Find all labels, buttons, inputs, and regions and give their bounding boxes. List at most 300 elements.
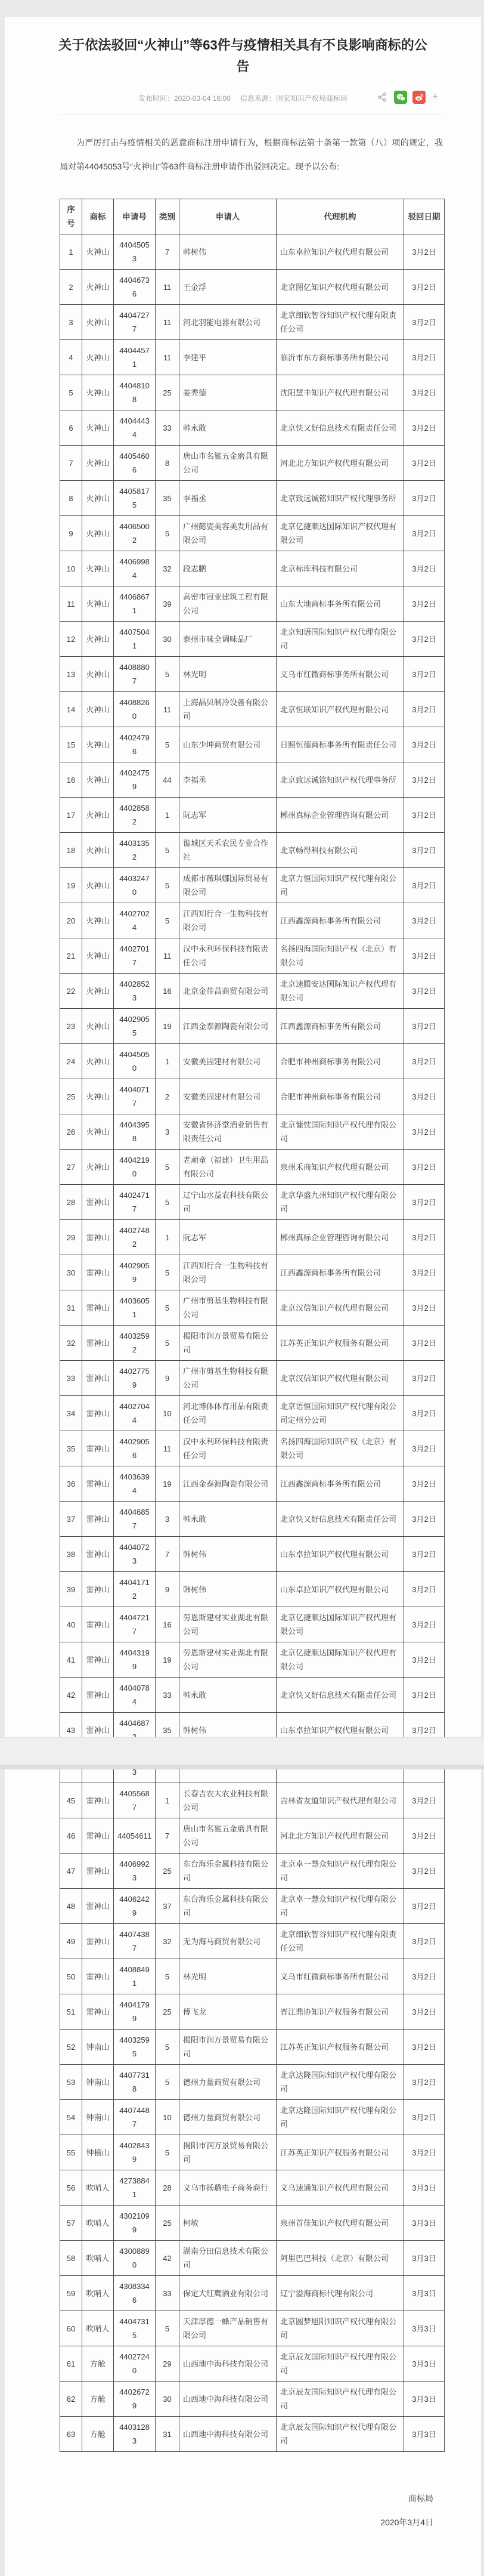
signature-block — [5, 2487, 433, 2534]
table-row — [60, 938, 445, 974]
table-cell: 湖南分田信息技术有限公司 — [179, 2241, 277, 2276]
table-cell: 北京亿捷顺达国际知识产权代理有限公司 — [277, 1607, 404, 1642]
table-row — [60, 2030, 445, 2065]
table-cell: 5 — [156, 1255, 179, 1290]
table-cell: 5 — [156, 1290, 179, 1326]
table-cell: 3月2日 — [404, 481, 445, 516]
table-cell: 44043573 — [114, 1748, 156, 1783]
table-cell: 3月3日 — [404, 2417, 445, 2452]
table-cell: 9 — [60, 516, 82, 551]
table-cell: 北京图亿知识产权代理有限公司 — [277, 270, 404, 305]
table-cell: 江西鑫源商标事务所有限公司 — [277, 1466, 404, 1502]
table-cell: 44027240 — [114, 2346, 156, 2382]
weibo-share-icon[interactable] — [412, 91, 426, 104]
table-cell: 4 — [60, 340, 82, 375]
table-cell: 51 — [60, 1994, 82, 2030]
table-cell: 辽宁溢海商标代理有限公司 — [277, 2276, 404, 2311]
table-cell: 11 — [60, 586, 82, 622]
column-header: 代理机构 — [277, 199, 404, 234]
table-cell: 3 — [60, 305, 82, 340]
table-cell: 吹哨人 — [82, 2170, 114, 2206]
table-row — [60, 2346, 445, 2382]
table-cell: 辽宁山水益农科技有限公司 — [179, 1185, 277, 1220]
table-cell: 北京畅得科技有限公司 — [277, 833, 404, 868]
table-cell: 雷神山 — [82, 1537, 114, 1572]
table-cell: 李福丞 — [179, 481, 277, 516]
publish-time: 发布时间：2020-03-04 16:00 — [138, 94, 231, 103]
table-cell: 韩永敢 — [179, 1678, 277, 1713]
table-row — [60, 234, 445, 270]
share-icon[interactable] — [376, 91, 389, 104]
table-cell: 7 — [156, 1537, 179, 1572]
table-cell: 3月2日 — [404, 868, 445, 903]
table-cell: 江苏英正知识产权服务有限公司 — [277, 2030, 404, 2065]
table-cell: 44032592 — [114, 1326, 156, 1361]
table-cell: 3月2日 — [404, 1713, 445, 1748]
table-cell: 32 — [156, 1924, 179, 1959]
meta-row — [5, 91, 481, 106]
table-cell: 火神山 — [82, 974, 114, 1009]
table-cell: 3月3日 — [404, 2346, 445, 2382]
table-cell: 钟南山 — [82, 2065, 114, 2100]
table-cell: 雷神山 — [82, 1713, 114, 1748]
table-row — [60, 1572, 445, 1607]
table-cell: 25 — [156, 1854, 179, 1889]
table-row — [60, 1079, 445, 1114]
table-cell: 傅飞龙 — [179, 1994, 277, 2030]
table-cell: 3月2日 — [404, 1607, 445, 1642]
table-cell: 2 — [60, 270, 82, 305]
table-cell: 3月2日 — [404, 1431, 445, 1466]
trademark-table-body — [60, 234, 445, 2452]
table-cell: 山东卓拉知识产权代理有限公司 — [277, 1572, 404, 1607]
table-cell: 雷神山 — [82, 1290, 114, 1326]
table-cell: 44047277 — [114, 305, 156, 340]
table-cell: 3月2日 — [404, 1959, 445, 1994]
table-cell: 16 — [156, 974, 179, 1009]
table-cell: 17 — [60, 798, 82, 833]
table-cell: 44046736 — [114, 270, 156, 305]
table-cell: 东台海乐金属科技有限公司 — [179, 1889, 277, 1924]
table-cell: 揭阳市润万景贸易有限公司 — [179, 2030, 277, 2065]
table-cell: 北京快又好信息技术有限责任公司 — [277, 1502, 404, 1537]
table-cell: 44088491 — [114, 1959, 156, 1994]
table-row — [60, 1114, 445, 1150]
table-cell: 钟南山 — [82, 2030, 114, 2065]
table-cell: 雷神山 — [82, 1854, 114, 1889]
table-cell: 6 — [60, 410, 82, 446]
table-cell: 30 — [156, 622, 179, 657]
table-cell: 45 — [60, 1783, 82, 1818]
table-cell: 钟楠山 — [82, 2135, 114, 2170]
table-cell: 5 — [156, 2135, 179, 2170]
table-cell: 23 — [60, 1009, 82, 1044]
table-row — [60, 1959, 445, 1994]
table-cell: 24 — [60, 1044, 82, 1079]
table-cell: 3月2日 — [404, 1466, 445, 1502]
table-cell: 44062429 — [114, 1889, 156, 1924]
table-cell: 韩永敢 — [179, 1502, 277, 1537]
table-cell: 3月2日 — [404, 1114, 445, 1150]
table-cell: 44043958 — [114, 1114, 156, 1150]
table-cell: 3月2日 — [404, 833, 445, 868]
table-cell: 8 — [60, 481, 82, 516]
column-header: 申请号 — [114, 199, 156, 234]
table-cell: 3月2日 — [404, 2135, 445, 2170]
table-cell: 44077318 — [114, 2065, 156, 2100]
table-cell: 5 — [156, 903, 179, 938]
table-row — [60, 1220, 445, 1255]
table-cell: 火神山 — [82, 375, 114, 410]
table-cell: 43021099 — [114, 2206, 156, 2241]
table-cell: 方舱 — [82, 2346, 114, 2382]
table-row — [60, 2135, 445, 2170]
table-cell: 无为海马商贸有限公司 — [179, 1924, 277, 1959]
table-cell: 44036394 — [114, 1466, 156, 1502]
column-header: 商标 — [82, 199, 114, 234]
table-cell: 安徽美固建材有限公司 — [179, 1044, 277, 1079]
table-cell: 火神山 — [82, 551, 114, 586]
table-cell: 北京快又好信息技术有限责任公司 — [277, 1678, 404, 1713]
table-cell: 3月2日 — [404, 1818, 445, 1854]
table-cell: 3月2日 — [404, 1044, 445, 1079]
table-cell: 雷神山 — [82, 1572, 114, 1607]
table-cell: 合肥市神州商标事务有限公司 — [277, 1044, 404, 1079]
table-cell: 44047315 — [114, 2311, 156, 2346]
page-title: 关于依法驳回“火神山”等63件与疫情相关具有不良影响商标的公告 — [57, 35, 429, 78]
table-row — [60, 2241, 445, 2276]
table-cell: 雷神山 — [82, 1924, 114, 1959]
table-cell: 44054611 — [114, 1818, 156, 1854]
table-cell: 44044434 — [114, 410, 156, 446]
table-cell: 雷神山 — [82, 1431, 114, 1466]
table-cell: 雷神山 — [82, 1185, 114, 1220]
table-cell: 3月2日 — [404, 1572, 445, 1607]
table-row — [60, 446, 445, 481]
table-cell: 62 — [60, 2382, 82, 2417]
table-cell: 姜秀德 — [179, 375, 277, 410]
table-cell: 11 — [156, 270, 179, 305]
table-cell: 北京亿捷顺达国际知识产权代理有限公司 — [277, 516, 404, 551]
table-cell: 山东卓拉知识产权代理有限公司 — [277, 1748, 404, 1783]
table-cell: 名扬四海国际知识产权（北京）有限公司 — [277, 1431, 404, 1466]
table-cell: 河北博体体育用品有限责任公司 — [179, 1396, 277, 1431]
table-cell: 11 — [156, 692, 179, 727]
table-row — [60, 1889, 445, 1924]
table-cell: 44055687 — [114, 1783, 156, 1818]
table-cell: 吹哨人 — [82, 2276, 114, 2311]
column-header: 申请人 — [179, 199, 277, 234]
table-cell: 雷神山 — [82, 1255, 114, 1290]
table-cell: 北京圆梦旭阳知识产权代理有限公司 — [277, 2311, 404, 2346]
table-cell: 44088260 — [114, 692, 156, 727]
table-cell: 44045053 — [114, 234, 156, 270]
table-cell: 韩树伟 — [179, 1572, 277, 1607]
table-cell: 泉州禾商知识产权代理有限公司 — [277, 1150, 404, 1185]
table-cell: 山东卓拉知识产权代理有限公司 — [277, 234, 404, 270]
table-cell: 3月2日 — [404, 692, 445, 727]
table-cell: 江西知行合一生物科技有限公司 — [179, 903, 277, 938]
table-cell: 江西鑫源商标事务所有限公司 — [277, 1009, 404, 1044]
table-cell: 火神山 — [82, 1009, 114, 1044]
table-cell: 成都市薇琪娜国际贸易有限公司 — [179, 868, 277, 903]
table-row — [60, 2311, 445, 2346]
table-cell: 北京快又好信息技术有限责任公司 — [277, 410, 404, 446]
table-cell: 3月2日 — [404, 340, 445, 375]
table-cell: 44041799 — [114, 1994, 156, 2030]
table-row — [60, 1255, 445, 1290]
signature-date: 2020年3月4日 — [5, 2510, 433, 2534]
table-cell: 41 — [60, 1642, 82, 1678]
table-cell: 火神山 — [82, 833, 114, 868]
table-cell: 44032470 — [114, 868, 156, 903]
table-cell: 安徽美固建材有限公司 — [179, 1079, 277, 1114]
table-cell: 阿里巴巴科技（北京）有限公司 — [277, 2241, 404, 2276]
table-cell: 合肥市神州商标事务有限公司 — [277, 1079, 404, 1114]
table-cell: 54 — [60, 2100, 82, 2135]
table-cell: 北京华盛九州知识产权代理有限公司 — [277, 1185, 404, 1220]
footer-band — [0, 1737, 484, 1769]
table-cell: 30 — [60, 1255, 82, 1290]
table-cell: 北京辰友国际知识产权代理有限公司 — [277, 2346, 404, 2382]
table-cell: 3月2日 — [404, 1150, 445, 1185]
table-cell: 3月2日 — [404, 903, 445, 938]
table-cell: 43 — [60, 1713, 82, 1748]
table-cell: 3月2日 — [404, 2100, 445, 2135]
table-cell: 33 — [156, 410, 179, 446]
table-cell: 北京标库科技有限公司 — [277, 551, 404, 586]
table-cell: 火神山 — [82, 622, 114, 657]
table-cell: 33 — [156, 1678, 179, 1713]
table-row — [60, 340, 445, 375]
table-row — [60, 2206, 445, 2241]
table-cell: 3月2日 — [404, 410, 445, 446]
table-row — [60, 2100, 445, 2135]
table-cell: 火神山 — [82, 410, 114, 446]
table-cell: 16 — [156, 1607, 179, 1642]
table-cell: 3月2日 — [404, 551, 445, 586]
table-cell: 44 — [60, 1748, 82, 1783]
table-cell: 31 — [60, 1290, 82, 1326]
table-cell: 北京达隆国际知识产权代理有限公司 — [277, 2065, 404, 2100]
table-cell: 山西地中海科技有限公司 — [179, 2417, 277, 2452]
column-header: 驳回日期 — [404, 199, 445, 234]
table-row — [60, 305, 445, 340]
table-cell: 38 — [156, 1748, 179, 1783]
table-cell: 9 — [156, 1361, 179, 1396]
table-cell: 32 — [156, 551, 179, 586]
table-cell: 韩永敢 — [179, 410, 277, 446]
table-cell: 5 — [156, 868, 179, 903]
table-cell: 3月2日 — [404, 586, 445, 622]
table-cell: 北京亿捷顺达国际知识产权代理有限公司 — [277, 1642, 404, 1678]
table-cell: 汉中永利环保科技有限责任公司 — [179, 1431, 277, 1466]
table-cell: 1 — [156, 1220, 179, 1255]
table-cell: 安徽省怀济堂酒业销售有限责任公司 — [179, 1114, 277, 1150]
table-cell: 15 — [60, 727, 82, 762]
table-cell: 火神山 — [82, 586, 114, 622]
table-cell: 雷神山 — [82, 1818, 114, 1854]
table-cell: 吉林省友道知识产权代理有限公司 — [277, 1783, 404, 1818]
table-row — [60, 1185, 445, 1220]
table-cell: 火神山 — [82, 657, 114, 692]
table-cell: 35 — [156, 481, 179, 516]
table-cell: 3月2日 — [404, 762, 445, 798]
table-cell: 3月3日 — [404, 2311, 445, 2346]
table-cell: 44074487 — [114, 2100, 156, 2135]
info-source: 信息来源：国家知识产权局商标局 — [240, 94, 348, 103]
table-cell: 44024796 — [114, 727, 156, 762]
table-cell: 郴州真标企业管理咨询有限公司 — [277, 1220, 404, 1255]
table-cell: 北京知语国际知识产权代理有限公司 — [277, 622, 404, 657]
table-cell: 8 — [156, 446, 179, 481]
table-cell: 韩树伟 — [179, 234, 277, 270]
table-cell: 劳恩斯建材实业湖北有限公司 — [179, 1607, 277, 1642]
table-cell: 5 — [156, 2030, 179, 2065]
footer-edge — [0, 1765, 484, 1769]
table-cell: 北京金带昌商贸有限公司 — [179, 974, 277, 1009]
table-cell: 3月2日 — [404, 1079, 445, 1114]
table-cell: 李建平 — [179, 340, 277, 375]
table-cell: 雷神山 — [82, 1326, 114, 1361]
table-cell: 北京卓一慧众知识产权代理有限公司 — [277, 1854, 404, 1889]
table-cell: 5 — [156, 727, 179, 762]
table-row — [60, 481, 445, 516]
table-cell: 北京汉信知识产权代理有限公司 — [277, 1290, 404, 1326]
table-row — [60, 1502, 445, 1537]
table-row — [60, 762, 445, 798]
table-cell: 44028523 — [114, 974, 156, 1009]
table-cell: 北京汉信知识产权代理有限公司 — [277, 1361, 404, 1396]
table-cell: 3月3日 — [404, 2206, 445, 2241]
table-cell: 44027759 — [114, 1361, 156, 1396]
table-cell: 火神山 — [82, 903, 114, 938]
table-cell: 44027024 — [114, 903, 156, 938]
table-cell: 5 — [156, 2311, 179, 2346]
table-cell: 25 — [156, 375, 179, 410]
table-cell: 44046857 — [114, 1502, 156, 1537]
table-cell: 火神山 — [82, 481, 114, 516]
table-cell: 谯城区天禾农民专业合作社 — [179, 833, 277, 868]
table-cell: 雷神山 — [82, 1959, 114, 1994]
table-cell: 沈阳慧丰知识产权代理有限公司 — [277, 375, 404, 410]
table-cell: 44027017 — [114, 938, 156, 974]
table-cell: 北京力恒国际知识产权代理有限公司 — [277, 868, 404, 903]
table-cell: 5 — [156, 2065, 179, 2100]
table-cell: 韩树伟 — [179, 1748, 277, 1783]
table-cell: 山东大地商标事务所有限公司 — [277, 586, 404, 622]
table-cell: 山东卓拉知识产权代理有限公司 — [277, 1537, 404, 1572]
table-row — [60, 868, 445, 903]
table-row — [60, 657, 445, 692]
table-cell: 火神山 — [82, 1044, 114, 1079]
table-cell: 林光明 — [179, 1959, 277, 1994]
table-cell: 火神山 — [82, 762, 114, 798]
table-cell: 3月2日 — [404, 1678, 445, 1713]
table-cell: 20 — [60, 903, 82, 938]
table-cell: 44065002 — [114, 516, 156, 551]
wechat-share-icon[interactable] — [394, 91, 407, 104]
table-cell: 3月2日 — [404, 234, 445, 270]
table-cell: 44032595 — [114, 2030, 156, 2065]
table-cell: 59 — [60, 2276, 82, 2311]
table-cell: 江苏英正知识产权服务有限公司 — [277, 2135, 404, 2170]
table-cell: 江苏英正知识产权服务有限公司 — [277, 1326, 404, 1361]
table-row — [60, 1678, 445, 1713]
table-cell: 5 — [156, 1150, 179, 1185]
table-cell: 上海晶贝制冷设备有限公司 — [179, 692, 277, 727]
table-cell: 44045050 — [114, 1044, 156, 1079]
table-cell: 3月2日 — [404, 798, 445, 833]
table-cell: 火神山 — [82, 868, 114, 903]
table-cell: 广州懿姿美容美发用品有限公司 — [179, 516, 277, 551]
table-cell: 晋江鼎协知识产权服务有限公司 — [277, 1994, 404, 2030]
table-cell: 义乌市扬璐电子商务商行 — [179, 2170, 277, 2206]
table-cell: 11 — [156, 305, 179, 340]
table-cell: 44048108 — [114, 375, 156, 410]
table-cell: 3月2日 — [404, 1255, 445, 1290]
table-cell: 天津厚德一蜂产品销售有限公司 — [179, 2311, 277, 2346]
table-cell: 火神山 — [82, 516, 114, 551]
table-cell: 方舱 — [82, 2417, 114, 2452]
table-cell: 44047217 — [114, 1607, 156, 1642]
table-cell: 44029059 — [114, 1255, 156, 1290]
table-cell: 揭阳市润万景贸易有限公司 — [179, 1326, 277, 1361]
table-cell: 44040717 — [114, 1079, 156, 1114]
table-cell: 山西地中海科技有限公司 — [179, 2382, 277, 2417]
table-cell: 5 — [156, 657, 179, 692]
table-cell: 3月3日 — [404, 2170, 445, 2206]
table-cell: 东台海乐金属科技有限公司 — [179, 1854, 277, 1889]
table-cell: 韩树伟 — [179, 1713, 277, 1748]
table-cell: 33 — [156, 2276, 179, 2311]
table-cell: 北京速腾安达国际知识产权代理有限公司 — [277, 974, 404, 1009]
table-cell: 火神山 — [82, 1150, 114, 1185]
table-cell: 1 — [156, 1044, 179, 1079]
table-row — [60, 903, 445, 938]
table-cell: 44068671 — [114, 586, 156, 622]
table-cell: 柯敏 — [179, 2206, 277, 2241]
table-cell: 北京细软智谷知识产权代理有限责任公司 — [277, 305, 404, 340]
table-cell: 47 — [60, 1854, 82, 1889]
table-cell: 44074387 — [114, 1924, 156, 1959]
table-cell: 16 — [60, 762, 82, 798]
table-cell: 河北北方知识产权代理有限公司 — [277, 446, 404, 481]
table-cell: 11 — [156, 938, 179, 974]
table-cell: 44027482 — [114, 1220, 156, 1255]
table-cell: 雷神山 — [82, 1994, 114, 2030]
table-row — [60, 1607, 445, 1642]
table-row — [60, 2170, 445, 2206]
table-cell: 36 — [60, 1466, 82, 1502]
table-cell: 40 — [60, 1607, 82, 1642]
table-cell: 48 — [60, 1889, 82, 1924]
table-cell: 43008890 — [114, 2241, 156, 2276]
table-cell: 44044571 — [114, 340, 156, 375]
table-cell: 3 — [156, 1502, 179, 1537]
table-cell: 44043199 — [114, 1642, 156, 1678]
more-share-icon[interactable]: + — [431, 92, 439, 103]
table-cell: 44024759 — [114, 762, 156, 798]
table-cell: 31 — [156, 2417, 179, 2452]
table-cell: 44058175 — [114, 481, 156, 516]
table-cell: 25 — [60, 1079, 82, 1114]
table-cell: 3月2日 — [404, 1185, 445, 1220]
table-cell: 28 — [60, 1185, 82, 1220]
table-cell: 19 — [156, 1009, 179, 1044]
table-cell: 53 — [60, 2065, 82, 2100]
table-cell: 江西金泰源陶瓷有限公司 — [179, 1009, 277, 1044]
